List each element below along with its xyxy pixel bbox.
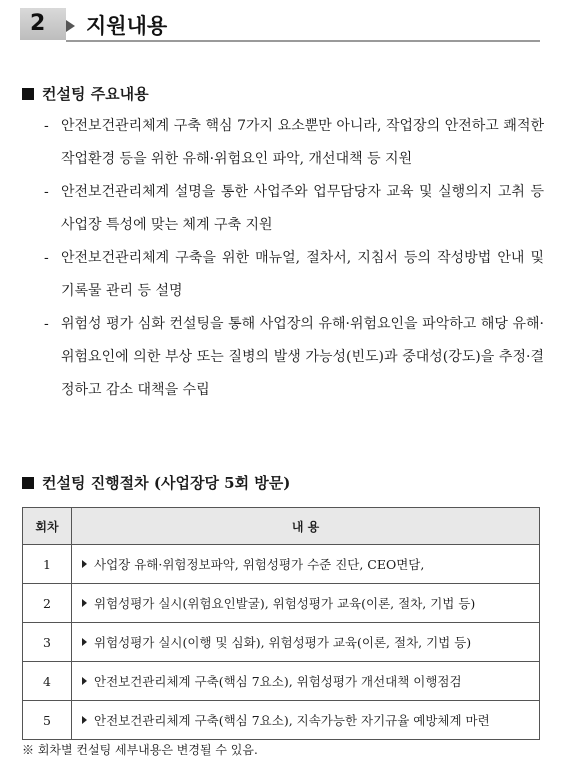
session-content: [72, 623, 540, 662]
table-row: [23, 623, 540, 662]
triangle-bullet-icon: [82, 677, 87, 685]
dash-bullet: -: [44, 118, 49, 134]
list-item: [44, 176, 544, 242]
session-content-text: 안전보건관리체계 구축(핵심 7요소), 위험성평가 개선대책 이행점검: [94, 674, 462, 689]
session-number: 4: [23, 662, 72, 701]
page-title: 지원내용: [86, 14, 168, 38]
table-row: [23, 662, 540, 701]
dash-bullet: -: [44, 184, 49, 200]
list-item-text: 안전보건관리체계 구축을 위한 매뉴얼, 절차서, 지침서 등의 작성방법 안내 및 기록물 관리 등 설명: [61, 250, 544, 299]
table-row: [23, 545, 540, 584]
section-heading-main-contents: [22, 83, 149, 104]
main-contents-list: [44, 110, 544, 407]
footnote: ※ 회차별 컨설팅 세부내용은 변경될 수 있음.: [22, 743, 258, 757]
section-heading-text: 컨설팅 진행절차 (사업장당 5회 방문): [42, 474, 291, 492]
session-content-text: 위험성평가 실시(이행 및 심화), 위험성평가 교육(이론, 절차, 기법 등): [94, 635, 472, 650]
list-item: [44, 308, 544, 407]
list-item-text: 위험성 평가 심화 컨설팅을 통해 사업장의 유해·위험요인을 파악하고 해당 유해·위험요인에 의한 부상 또는 질병의 발생 가능성(빈도)과 중대성(강도)을 추정·결정하고 감소 대책을 수립: [61, 316, 544, 398]
session-content: [72, 662, 540, 701]
procedure-table: [22, 507, 540, 740]
section-header: [20, 6, 540, 42]
section-heading-text: 컨설팅 주요내용: [42, 85, 149, 103]
table-row: [23, 584, 540, 623]
session-content-text: 사업장 유해·위험정보파악, 위험성평가 수준 진단, CEO면담,: [94, 557, 425, 572]
session-content: [72, 584, 540, 623]
table-row: [23, 701, 540, 740]
session-content-text: 위험성평가 실시(위험요인발굴), 위험성평가 교육(이론, 절차, 기법 등): [94, 596, 476, 611]
session-content-text: 안전보건관리체계 구축(핵심 7요소), 지속가능한 자기규율 예방체계 마련: [94, 713, 490, 728]
table-header-row: [23, 508, 540, 545]
list-item-text: 안전보건관리체계 설명을 통한 사업주와 업무담당자 교육 및 실행의지 고취 등 사업장 특성에 맞는 체계 구축 지원: [61, 184, 544, 233]
triangle-bullet-icon: [82, 716, 87, 724]
triangle-bullet-icon: [82, 638, 87, 646]
list-item-text: 안전보건관리체계 구축 핵심 7가지 요소뿐만 아니라, 작업장의 안전하고 쾌적한 작업환경 등을 위한 유해·위험요인 파악, 개선대책 등 지원: [61, 118, 544, 167]
session-number: 1: [23, 545, 72, 584]
session-content: [72, 701, 540, 740]
section-number-box: [20, 8, 66, 40]
header-session: 회차: [23, 508, 72, 545]
list-item: [44, 242, 544, 308]
session-number: 2: [23, 584, 72, 623]
session-number: 3: [23, 623, 72, 662]
dash-bullet: -: [44, 250, 49, 266]
square-bullet-icon: [22, 477, 34, 489]
triangle-bullet-icon: [82, 599, 87, 607]
list-item: [44, 110, 544, 176]
section-number: 2: [30, 11, 46, 36]
triangle-bullet-icon: [82, 560, 87, 568]
header-underline: [66, 40, 540, 42]
session-content: [72, 545, 540, 584]
square-bullet-icon: [22, 88, 34, 100]
section-heading-procedure: [22, 472, 290, 493]
header-arrow-icon: [66, 20, 75, 32]
session-number: 5: [23, 701, 72, 740]
dash-bullet: -: [44, 316, 49, 332]
header-content: 내 용: [72, 508, 540, 545]
